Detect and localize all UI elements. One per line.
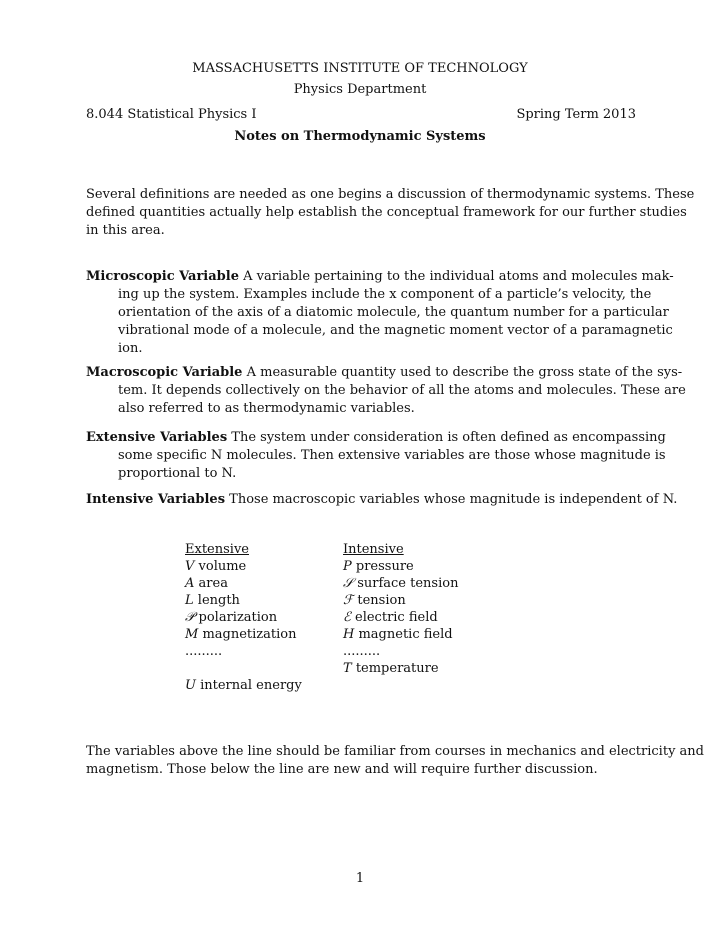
intro-line: in this area. xyxy=(86,223,165,238)
extensive-column xyxy=(185,541,302,694)
table-row: V volume xyxy=(185,559,247,574)
table-dots: ......... xyxy=(343,644,381,659)
definition-extensive xyxy=(86,429,666,483)
document-title: Notes on Thermodynamic Systems xyxy=(234,129,486,144)
table-row: U internal energy xyxy=(185,678,302,693)
term-macroscopic: Macroscopic Variable xyxy=(86,365,243,380)
definition-line: ing up the system. Examples include the x component of a particle’s velocity, the xyxy=(118,287,652,302)
intro-paragraph xyxy=(86,186,695,240)
definition-line: A measurable quantity used to describe the gross state of the sys- xyxy=(246,365,683,380)
definition-line: orientation of the axis of a diatomic molecule, the quantum number for a particular xyxy=(118,305,669,320)
definition-microscopic xyxy=(86,268,674,358)
term-microscopic: Microscopic Variable xyxy=(86,269,239,284)
closing-paragraph xyxy=(86,743,704,779)
table-row: 𝒮 surface tension xyxy=(343,576,459,591)
table-row: ℰ electric field xyxy=(343,610,438,625)
definition-macroscopic xyxy=(86,364,686,418)
institution-heading: MASSACHUSETTS INSTITUTE OF TECHNOLOGY xyxy=(192,61,528,76)
closing-line: magnetism. Those below the line are new and will require further discussion. xyxy=(86,762,598,777)
extensive-header: Extensive xyxy=(185,542,249,557)
term-intensive: Intensive Variables xyxy=(86,492,226,507)
definition-line: vibrational mode of a molecule, and the magnetic moment vector of a paramagnetic xyxy=(118,323,673,338)
definition-intensive xyxy=(86,491,678,509)
definition-line: Those macroscopic variables whose magnitude is independent of N. xyxy=(229,492,678,507)
intensive-header: Intensive xyxy=(343,542,404,557)
table-row: L length xyxy=(185,593,240,608)
intro-line: defined quantities actually help establish the conceptual framework for our further studies xyxy=(86,205,687,220)
definition-line: A variable pertaining to the individual atoms and molecules mak- xyxy=(243,269,674,284)
definition-line: tem. It depends collectively on the behavior of all the atoms and molecules. These are xyxy=(118,383,686,398)
definition-line: some specific N molecules. Then extensive variables are those whose magnitude is xyxy=(118,448,666,463)
table-row: H magnetic field xyxy=(343,627,453,642)
term-label: Spring Term 2013 xyxy=(516,107,636,122)
department-heading: Physics Department xyxy=(293,82,427,97)
table-row: ℱ tension xyxy=(343,593,406,608)
table-row: M magnetization xyxy=(185,627,297,642)
table-row: P pressure xyxy=(343,559,414,574)
definition-line: ion. xyxy=(118,341,143,356)
definition-line: proportional to N. xyxy=(118,466,237,481)
intro-line: Several definitions are needed as one begins a discussion of thermodynamic systems. These xyxy=(86,187,695,202)
table-row: A area xyxy=(185,576,228,591)
definition-line: also referred to as thermodynamic variables. xyxy=(118,401,415,416)
course-label: 8.044 Statistical Physics I xyxy=(86,107,257,122)
table-dots: ......... xyxy=(185,644,223,659)
intensive-column xyxy=(343,541,458,677)
table-row: 𝒫 polarization xyxy=(185,610,278,625)
closing-line: The variables above the line should be familiar from courses in mechanics and electricity and xyxy=(86,744,704,759)
term-extensive: Extensive Variables xyxy=(86,430,228,445)
table-row: T temperature xyxy=(343,661,439,676)
definition-line: The system under consideration is often defined as encompassing xyxy=(231,430,666,445)
page-number: 1 xyxy=(355,871,365,886)
